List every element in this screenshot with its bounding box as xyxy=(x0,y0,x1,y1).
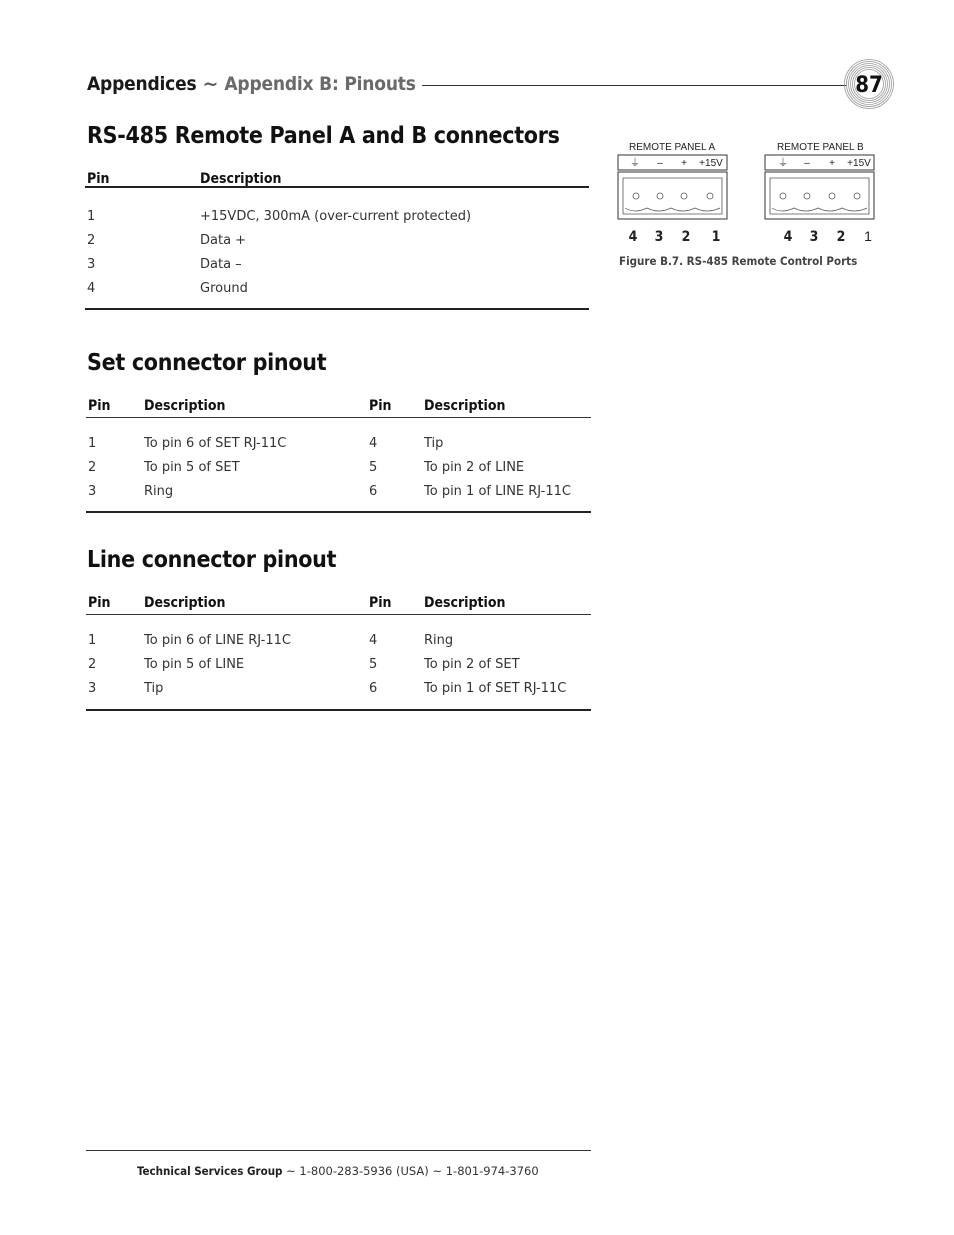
table-cell: 2 xyxy=(87,233,96,248)
table-cell: To pin 2 of SET xyxy=(424,657,520,672)
plus-label: + xyxy=(829,158,835,169)
table-cell: +15VDC, 300mA (over-current protected) xyxy=(200,209,472,224)
pin-number: 2 xyxy=(836,229,846,245)
header-rule xyxy=(422,85,847,86)
table-header-rule xyxy=(86,614,591,615)
panel-a-label: REMOTE PANEL A xyxy=(629,142,716,153)
table-cell: To pin 1 of SET RJ-11C xyxy=(424,681,567,696)
table-cell: 3 xyxy=(87,257,96,272)
panel-b-label: REMOTE PANEL B xyxy=(777,142,864,153)
rs485-title: RS-485 Remote Panel A and B connectors xyxy=(87,123,560,149)
plus-label: + xyxy=(681,158,687,169)
table-cell: 6 xyxy=(369,681,378,696)
table-header-rule xyxy=(86,417,591,418)
table-bottom-rule xyxy=(86,511,591,513)
panel-a-connector xyxy=(618,172,727,219)
footer xyxy=(137,1164,539,1178)
footer-phone-intl: 1-801-974-3760 xyxy=(445,1164,539,1178)
footer-phone-usa: 1-800-283-5936 (USA) xyxy=(299,1164,429,1178)
table-cell: To pin 2 of LINE xyxy=(424,460,525,475)
table-cell: 4 xyxy=(87,281,96,296)
col-header-description: Description xyxy=(200,171,282,187)
page-number-badge xyxy=(843,58,895,110)
table-bottom-rule xyxy=(86,709,591,711)
pin-number: 4 xyxy=(628,229,638,245)
header-section: Appendices xyxy=(87,73,197,95)
pin-number: 3 xyxy=(654,229,664,245)
table-cell: Data – xyxy=(200,257,242,272)
footer-separator: ~ xyxy=(286,1164,296,1178)
col-header-pin: Pin xyxy=(87,171,110,187)
table-cell: 4 xyxy=(369,436,378,451)
table-cell: Tip xyxy=(144,681,164,696)
pin-number: 4 xyxy=(783,229,793,245)
ground-symbol: ⏚ xyxy=(778,158,788,169)
pin-number: 1 xyxy=(711,229,721,245)
table-cell: To pin 6 of LINE RJ-11C xyxy=(144,633,291,648)
table-bottom-rule xyxy=(85,308,589,310)
table-cell: 3 xyxy=(88,681,97,696)
table-cell: To pin 6 of SET RJ-11C xyxy=(144,436,287,451)
header-subsection: Appendix B: Pinouts xyxy=(224,73,416,95)
page-number: 87 xyxy=(855,73,883,98)
pin-number: 1 xyxy=(864,228,872,244)
table-cell: 4 xyxy=(369,633,378,648)
col-header-pin: Pin xyxy=(88,595,111,611)
footer-separator: ~ xyxy=(432,1164,443,1178)
table-cell: 5 xyxy=(369,460,378,475)
rs485-ports-diagram xyxy=(617,138,889,248)
table-cell: 5 xyxy=(369,657,378,672)
col-header-description: Description xyxy=(144,398,226,414)
table-cell: Ground xyxy=(200,281,248,296)
set-title: Set connector pinout xyxy=(87,350,327,376)
minus-label: – xyxy=(804,158,810,169)
line-title: Line connector pinout xyxy=(87,547,337,573)
col-header-description: Description xyxy=(424,398,506,414)
col-header-pin: Pin xyxy=(369,595,392,611)
running-header xyxy=(87,71,847,97)
footer-rule xyxy=(86,1150,591,1151)
table-cell: 2 xyxy=(88,460,97,475)
ground-symbol: ⏚ xyxy=(630,158,640,169)
table-cell: 1 xyxy=(87,209,96,224)
table-cell: Data + xyxy=(200,233,247,248)
table-cell: To pin 5 of SET xyxy=(144,460,240,475)
table-cell: 2 xyxy=(88,657,97,672)
plus15v-label: +15V xyxy=(847,158,871,169)
table-header-rule xyxy=(85,186,589,188)
table-cell: 1 xyxy=(88,436,97,451)
col-header-pin: Pin xyxy=(369,398,392,414)
table-cell: 6 xyxy=(369,484,378,499)
table-cell: 3 xyxy=(88,484,97,499)
plus15v-label: +15V xyxy=(699,158,723,169)
col-header-pin: Pin xyxy=(88,398,111,414)
col-header-description: Description xyxy=(424,595,506,611)
col-header-description: Description xyxy=(144,595,226,611)
pin-number: 2 xyxy=(681,229,691,245)
footer-org: Technical Services Group xyxy=(137,1164,283,1178)
table-cell: Ring xyxy=(424,633,454,648)
table-cell: Ring xyxy=(144,484,174,499)
minus-label: – xyxy=(657,158,663,169)
pin-number: 3 xyxy=(809,229,819,245)
table-cell: Tip xyxy=(424,436,444,451)
figure-caption: Figure B.7. RS-485 Remote Control Ports xyxy=(619,254,858,268)
panel-b-connector xyxy=(765,172,874,219)
table-cell: To pin 1 of LINE RJ-11C xyxy=(424,484,571,499)
table-cell: To pin 5 of LINE xyxy=(144,657,245,672)
header-separator: ~ xyxy=(202,73,219,95)
table-cell: 1 xyxy=(88,633,97,648)
